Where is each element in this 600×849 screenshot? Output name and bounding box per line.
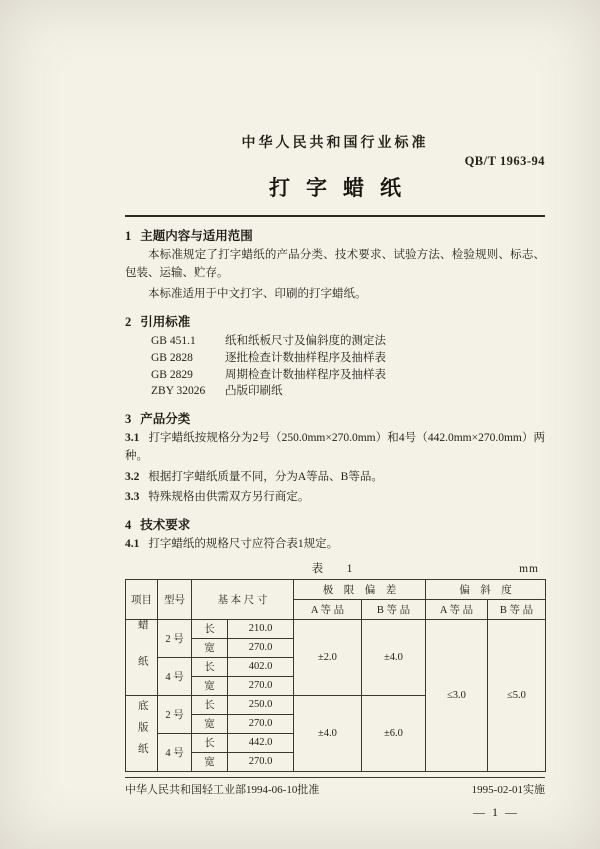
standard-number: QB/T 1963-94 [464,154,545,168]
cell-size-value: 270.0 [228,714,294,733]
spec-table [125,579,546,772]
section-3-title: 产品分类 [140,411,191,426]
cell-base-deviation-a: ±4.0 [294,695,362,771]
col-header-skew-grade-a: A 等 品 [426,599,488,619]
section-1-heading [125,229,545,244]
cell-dim-label: 宽 [192,676,228,695]
col-header-skewness: 偏 斜 度 [426,579,546,599]
document-footer [125,777,545,797]
cell-size-value: 402.0 [228,657,294,676]
reference-title: 周期检查计数抽样程序及抽样表 [225,368,386,381]
clause-4-1 [125,535,545,553]
clause-text: 打字蜡纸按规格分为2号（250.0mm×270.0mm）和4号（442.0mm×270.0mm）两种。 [125,431,545,463]
col-header-item: 项目 [126,579,158,619]
reference-title: 逐批检查计数抽样程序及抽样表 [225,351,386,364]
cell-model-wax-2: 2 号 [158,619,192,657]
cell-dim-label: 长 [192,657,228,676]
reference-code: GB 2828 [151,351,193,364]
section-3-number: 3 [125,411,132,426]
cell-dim-label: 宽 [192,752,228,771]
reference-title: 纸和纸板尺寸及偏斜度的测定法 [225,335,386,348]
reference-item [151,367,545,384]
cell-skew-a: ≤3.0 [426,619,488,771]
cell-wax-deviation-b: ±4.0 [362,619,426,695]
cell-model-base-2: 2 号 [158,695,192,733]
section-4-number: 4 [125,518,132,533]
section-1-paragraph-1: 本标准规定了打字蜡纸的产品分类、技术要求、试验方法、检验规则、标志、包装、运输、贮存。 [125,249,545,280]
base-paper-label: 底版纸 [136,699,148,765]
section-1-paragraph-2: 本标准适用于中文打字、印刷的打字蜡纸。 [148,287,367,300]
reference-code: GB 2829 [151,368,193,381]
approval-note: 中华人民共和国轻工业部1994-06-10批准 [125,783,320,796]
col-header-limit-deviation: 极 限 偏 差 [294,579,426,599]
cell-item-wax-paper [126,619,158,695]
cell-wax-deviation-a: ±2.0 [294,619,362,695]
cell-size-value: 270.0 [228,676,294,695]
section-4-heading [125,518,545,533]
clause-number: 3.2 [125,470,140,483]
title-divider [125,215,545,217]
reference-code: ZBY 32026 [151,385,206,398]
clause-3-3 [125,488,545,506]
cell-dim-label: 长 [192,733,228,752]
document-title: 打字蜡纸 [269,176,417,200]
clause-number: 3.1 [125,431,140,444]
section-2-heading [125,315,545,330]
clause-text: 打字蜡纸的规格尺寸应符合表1规定。 [148,538,339,551]
table-caption: 表 1 [311,562,359,575]
wax-paper-label: 蜡纸 [136,619,148,693]
reference-list [151,333,545,400]
cell-model-base-4: 4 号 [158,733,192,771]
table-row [126,619,546,638]
reference-code: GB 451.1 [151,335,196,348]
cell-base-deviation-b: ±6.0 [362,695,426,771]
col-header-deviation-grade-a: A 等 品 [294,599,362,619]
reference-item [151,333,545,350]
cell-dim-label: 宽 [192,714,228,733]
clause-3-2 [125,468,545,486]
reference-item [151,383,545,400]
col-header-skew-grade-b: B 等 品 [488,599,546,619]
cell-size-value: 270.0 [228,638,294,657]
clause-3-1 [125,429,545,466]
section-4-title: 技术要求 [140,518,191,533]
section-1-number: 1 [125,229,132,243]
cell-size-value: 270.0 [228,752,294,771]
cell-size-value: 442.0 [228,733,294,752]
page-number: — 1 — [473,804,519,819]
cell-model-wax-4: 4 号 [158,657,192,695]
section-2-title: 引用标准 [140,315,191,330]
cell-dim-label: 长 [192,619,228,638]
col-header-deviation-grade-b: B 等 品 [362,599,426,619]
col-header-model: 型号 [158,579,192,619]
cell-dim-label: 长 [192,695,228,714]
cell-dim-label: 宽 [192,638,228,657]
col-header-basic-size: 基 本 尺 寸 [192,579,294,619]
cell-size-value: 210.0 [228,619,294,638]
reference-title: 凸版印刷纸 [225,385,283,398]
cell-item-base-paper [126,695,158,771]
page-content [125,0,545,820]
clause-number: 3.3 [125,491,140,504]
section-1-title: 主题内容与适用范围 [140,229,253,243]
clause-number: 4.1 [125,538,140,551]
standard-org-title: 中华人民共和国行业标准 [241,136,429,151]
clause-text: 特殊规格由供需双方另行商定。 [148,491,310,504]
section-2-number: 2 [125,315,132,330]
cell-size-value: 250.0 [228,695,294,714]
cell-skew-b: ≤5.0 [488,619,546,771]
reference-item [151,350,545,367]
table-unit: mm [519,562,539,575]
table-caption-row [125,562,545,576]
section-3-heading [125,412,545,427]
clause-text: 根据打字蜡纸质量不同，分为A等品、B等品。 [148,470,383,483]
implementation-date: 1995-02-01实施 [471,783,545,796]
